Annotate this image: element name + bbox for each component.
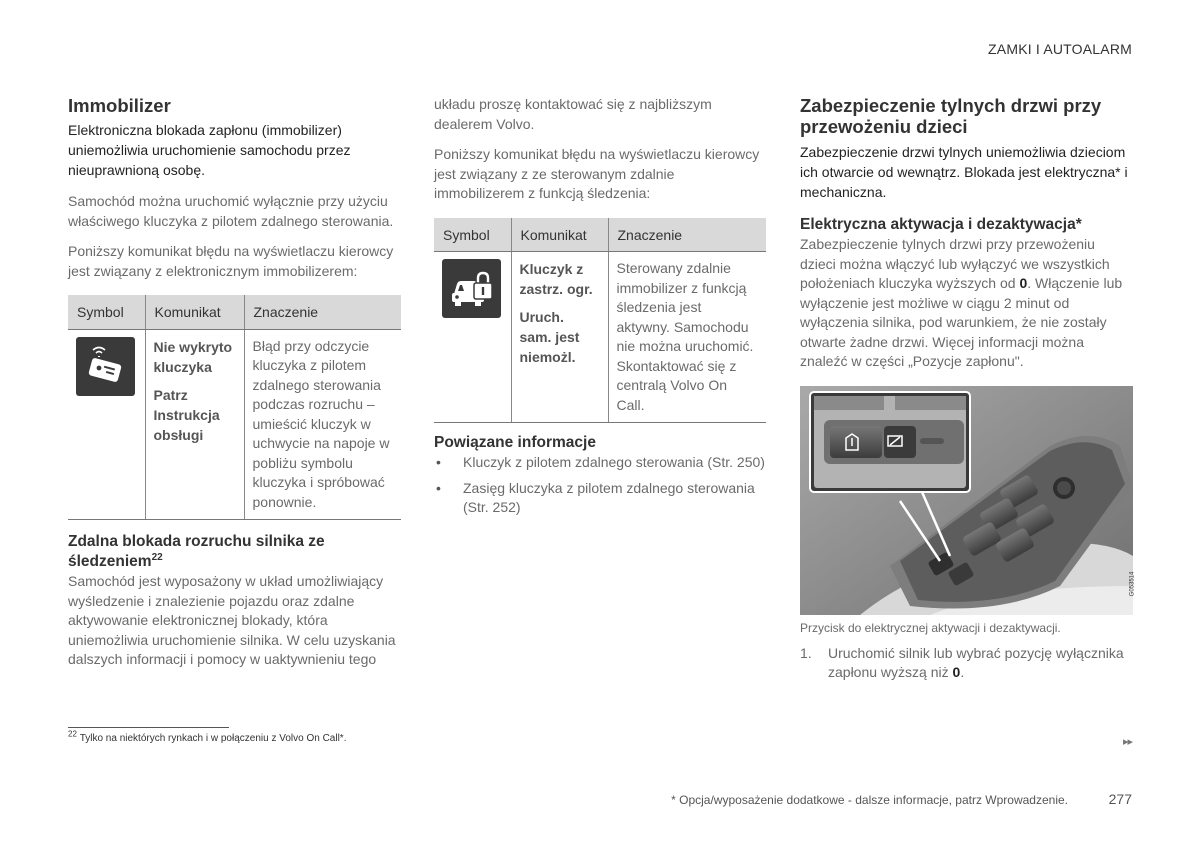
child-lock-title: Zabezpieczenie tylnych drzwi przy przewożeniu dzieci: [800, 95, 1102, 137]
related-link-key-range[interactable]: • Zasięg kluczyka z pilotem zdalnego sterowania (Str. 252): [434, 479, 766, 518]
immobilizer-lead: Elektroniczna blokada zapłonu (immobilizer) uniemożliwia uruchomienie samochodu przez nieuprawnioną osobę.: [68, 122, 351, 178]
column-3: [800, 95, 1136, 683]
step-1: [800, 644, 1133, 683]
step-number: 1.: [800, 644, 812, 661]
tracking-paragraph: Poniższy komunikat błędu na wyświetlaczu kierowcy jest związany z ze sterowanym zdalnie immobilizerem z funkcją śledzenia:: [434, 146, 760, 201]
table-header-meaning: Znaczenie: [608, 218, 766, 252]
electric-activation-title: Elektryczna aktywacja i dezaktywacja*: [800, 216, 1082, 233]
table-header-symbol: Symbol: [68, 295, 145, 329]
remote-immobilizer-paragraph: Samochód jest wyposażony w układ umożliwiający wyśledzenie i znalezienie pojazdu oraz zdalne aktywowanie elektronicznej blokady, która uniemożliwia uruchomienie silnika. W celu uzyskania dalszych informacji i pomocy w uaktywnieniu tego: [68, 573, 396, 667]
table-header-message: Komunikat: [145, 295, 244, 329]
footnote-divider: [68, 727, 229, 728]
table-row: [68, 329, 401, 520]
child-lock-lead: Zabezpieczenie drzwi tylnych uniemożliwia dzieciom ich otwarcie od wewnątrz. Blokada jest elektryczna* i mechaniczna.: [800, 144, 1128, 200]
immobilizer-paragraph-1: Samochód można uruchomić wyłącznie przy użyciu właściwego kluczyka z pilotem zdalnego sterowania.: [68, 193, 394, 229]
footer-note: * Opcja/wyposażenie dodatkowe - dalsze informacje, patrz Wprowadzenie.: [671, 793, 1068, 807]
tracking-table: [434, 218, 766, 424]
message-key-not-detected: Nie wykryto kluczyka: [153, 338, 233, 375]
table-row: [434, 252, 766, 423]
table-header-symbol: Symbol: [434, 218, 511, 252]
section-header: ZAMKI I AUTOALARM: [988, 41, 1132, 57]
page-number: 277: [1108, 791, 1132, 807]
immobilizer-table: [68, 295, 401, 520]
key-not-detected-icon: [76, 337, 135, 396]
immobilizer-title: Immobilizer: [68, 95, 171, 116]
electric-activation-paragraph: Zabezpieczenie tylnych drzwi przy przewożeniu dzieci można włączyć lub wyłączyć we wszystkich położeniach kluczyka wyższych od 0. Włączenie lub wyłączenie jest możliwe w ciągu 2 minut od wyłączenia silnika, pod warunkiem, że nie zostały otwarte żadne drzwi. Więcej informacji można znaleźć w części „Pozycje zapłonu".: [800, 236, 1123, 369]
message-key-restricted: Kluczyk z zastrz. ogr.: [519, 261, 593, 297]
message-start-impossible: Uruch. sam. jest niemożl.: [519, 309, 580, 365]
related-link-key-remote[interactable]: • Kluczyk z pilotem zdalnego sterowania (Str. 250): [434, 453, 766, 473]
footnote-ref: 22: [151, 551, 163, 563]
image-caption: Przycisk do elektrycznej aktywacji i dezaktywacji.: [800, 620, 1061, 635]
column-1: [68, 95, 401, 670]
remote-immobilizer-title: Zdalna blokada rozruchu silnika ze śledzeniem$^{22}$: [68, 533, 325, 570]
continue-arrows-icon: ▸▸: [1122, 736, 1132, 748]
table-header-meaning: Znaczenie: [244, 295, 401, 329]
related-info-title: Powiązane informacje: [434, 434, 596, 451]
meaning-text: Sterowany zdalnie immobilizer z funkcją śledzenia jest aktywny. Samochodu nie można uruchomić. Skontaktować się z centralą Volvo On Call.: [608, 252, 766, 423]
immobilizer-paragraph-2: Poniższy komunikat błędu na wyświetlaczu kierowcy jest związany z elektronicznym immobilizerem:: [68, 243, 394, 279]
table-header-message: Komunikat: [511, 218, 608, 252]
footnote: $^{22}$ Tylko na niektórych rynkach i w połączeniu z Volvo On Call*.: [68, 729, 347, 744]
message-see-manual: Patrz Instrukcja obsługi: [153, 386, 220, 443]
column-2: [434, 95, 766, 524]
step-text: Uruchomić silnik lub wybrać pozycję wyłącznika zapłonu wyższą niż 0.: [828, 644, 1124, 680]
door-panel-image: [800, 386, 1136, 615]
related-info-list: [434, 453, 766, 518]
contact-dealer-paragraph: układu proszę kontaktować się z najbliższym dealerem Volvo.: [434, 96, 712, 132]
meaning-text: Błąd przy odczycie kluczyka z pilotem zdalnego sterowania podczas rozruchu – umieścić kluczyk w uchwycie na napoje w pobliżu symbolu kluczyka i spróbować ponownie.: [244, 329, 401, 520]
car-lock-icon: [442, 259, 501, 318]
image-code: G053514: [1129, 571, 1136, 596]
